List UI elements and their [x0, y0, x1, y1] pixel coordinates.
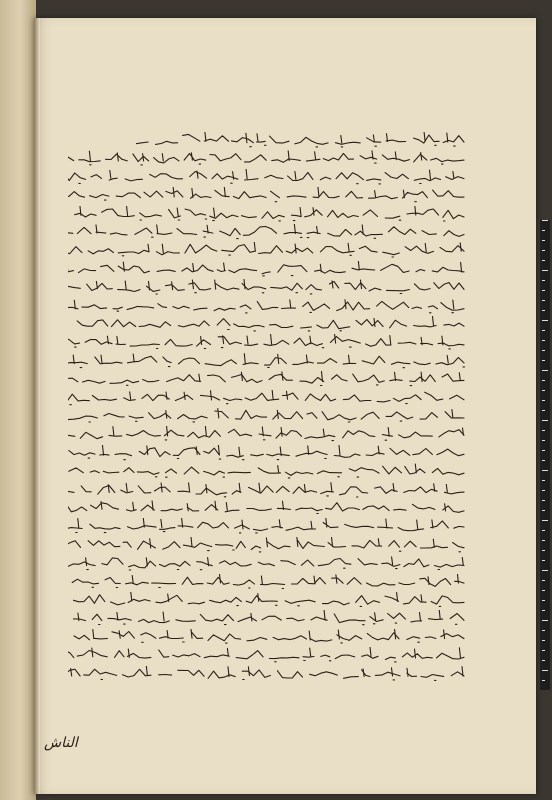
manuscript-line [68, 371, 466, 387]
manuscript-line [68, 666, 466, 682]
ruler-tick [542, 270, 548, 271]
ruler-tick [542, 370, 548, 371]
manuscript-line [68, 261, 466, 277]
ruler-tick [542, 500, 545, 501]
ruler-tick [542, 530, 545, 531]
ruler-tick [542, 650, 545, 651]
ink-strokes [68, 280, 464, 295]
ink-strokes [68, 666, 464, 680]
ruler-tick [542, 410, 545, 411]
ruler-tick [542, 490, 545, 491]
ink-strokes [69, 445, 464, 460]
manuscript-line [68, 224, 466, 240]
ruler-tick [542, 230, 545, 231]
manuscript-line [68, 537, 466, 553]
ruler-tick [542, 350, 545, 351]
ink-strokes [68, 557, 464, 570]
ruler-tick [542, 220, 548, 221]
manuscript-line [68, 408, 466, 424]
ruler-tick [542, 310, 545, 311]
ruler-tick [542, 590, 545, 591]
ink-strokes [68, 187, 464, 202]
ruler-tick [542, 250, 545, 251]
manuscript-line [136, 132, 466, 148]
manuscript-line [68, 647, 466, 663]
manuscript-line [68, 279, 466, 295]
ruler-tick [542, 610, 545, 611]
ruler-tick [542, 550, 545, 551]
ink-strokes [68, 537, 464, 552]
ruler-tick [542, 640, 545, 641]
ruler-tick [542, 680, 545, 681]
manuscript-line [68, 463, 466, 479]
ruler-tick [542, 340, 545, 341]
manuscript-line [68, 334, 466, 350]
manuscript-line [68, 390, 466, 406]
manuscript-line [68, 574, 466, 590]
ruler-tick [542, 560, 545, 561]
ruler-tick [542, 360, 545, 361]
manuscript-line [68, 353, 466, 369]
manuscript-line [68, 298, 466, 314]
ruler-tick [542, 420, 548, 421]
handwritten-text-block [68, 132, 466, 692]
ruler-tick [542, 440, 545, 441]
previous-page-edge [0, 0, 36, 800]
ruler-tick [542, 660, 545, 661]
ruler-tick [542, 480, 545, 481]
ink-strokes [68, 427, 464, 441]
manuscript-line [68, 518, 466, 534]
ruler-tick [542, 600, 545, 601]
ink-strokes [68, 390, 464, 405]
ruler-tick [542, 470, 548, 471]
ink-strokes [68, 518, 464, 533]
ink-strokes [68, 169, 464, 184]
manuscript-line [68, 242, 466, 258]
ink-strokes [68, 647, 464, 662]
ink-strokes [68, 224, 464, 238]
ink-strokes [68, 409, 464, 422]
ink-strokes [68, 261, 464, 276]
ruler-tick [542, 390, 545, 391]
ink-strokes [72, 574, 464, 589]
ruler-tick [542, 260, 545, 261]
ink-strokes [68, 353, 464, 367]
ruler-tick [542, 240, 545, 241]
ruler-tick [542, 330, 545, 331]
ruler-tick [542, 430, 545, 431]
manuscript-line [68, 150, 466, 166]
ruler-tick [542, 380, 545, 381]
ink-strokes [68, 335, 464, 350]
binding-gutter [34, 18, 40, 794]
ink-strokes [68, 372, 464, 386]
manuscript-line [68, 445, 466, 461]
ruler-tick [542, 280, 545, 281]
ink-strokes [74, 629, 464, 643]
manuscript-line [68, 169, 466, 185]
scale-ruler [540, 220, 550, 690]
ink-strokes [75, 206, 464, 221]
ruler-tick [542, 580, 545, 581]
ruler-tick [542, 460, 545, 461]
ruler-tick [542, 520, 548, 521]
ruler-tick [542, 630, 545, 631]
manuscript-line [68, 629, 466, 645]
ruler-tick [542, 670, 548, 671]
manuscript-line [68, 610, 466, 626]
manuscript-line [68, 316, 466, 332]
ink-strokes [68, 151, 464, 165]
catchword: الناش [44, 735, 78, 751]
manuscript-line [68, 500, 466, 516]
ink-strokes [68, 482, 464, 496]
ruler-tick [542, 290, 545, 291]
ink-strokes [68, 501, 464, 514]
manuscript-line [68, 426, 466, 442]
manuscript-line [68, 206, 466, 222]
manuscript-line [68, 187, 466, 203]
ink-strokes [68, 243, 464, 258]
ruler-tick [542, 570, 548, 571]
ruler-tick [542, 320, 548, 321]
manuscript-line [68, 482, 466, 498]
ruler-tick [542, 510, 545, 511]
ruler-tick [542, 620, 548, 621]
ink-strokes [74, 592, 465, 606]
ruler-tick [542, 400, 545, 401]
ink-strokes [68, 299, 464, 312]
ink-strokes [77, 316, 464, 331]
ink-strokes [69, 464, 464, 478]
manuscript-line [68, 555, 466, 571]
manuscript-line [68, 592, 466, 608]
ruler-tick [542, 300, 545, 301]
ruler-tick [542, 450, 545, 451]
ink-strokes [136, 132, 464, 147]
ruler-tick [542, 540, 545, 541]
ink-strokes [73, 610, 464, 625]
